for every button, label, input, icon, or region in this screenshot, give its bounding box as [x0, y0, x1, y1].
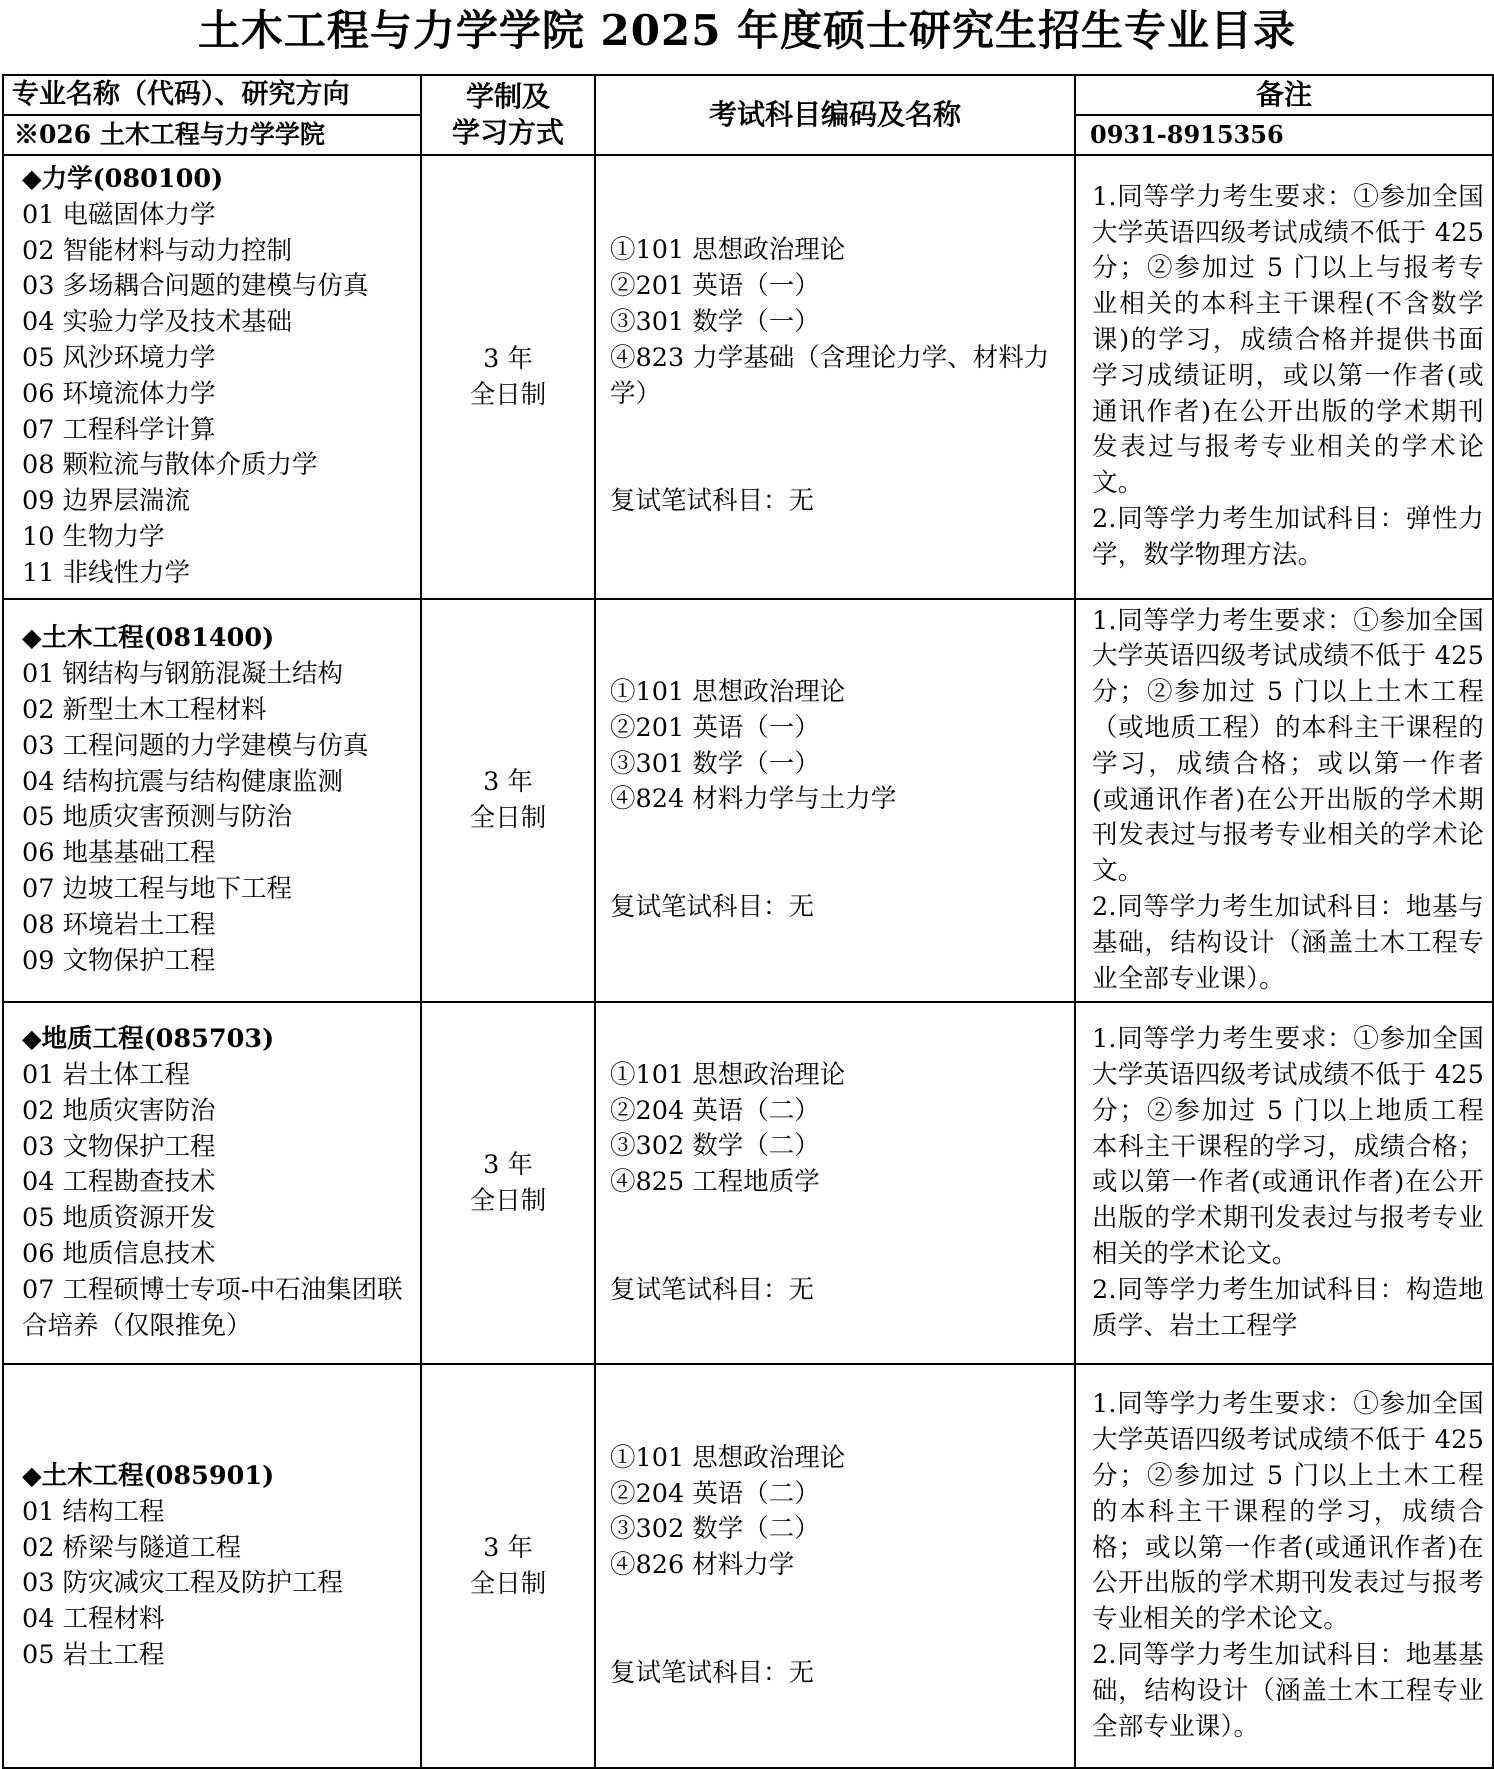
note-item: 2.同等学力考生加试科目：构造地质学、岩土工程学 — [1092, 1274, 1484, 1341]
direction-item: 04 工程勘查技术 — [22, 1167, 216, 1198]
header-row — [3, 75, 1493, 115]
note-item: 1.同等学力考生要求：①参加全国大学英语四级考试成绩不低于 425 分；②参加过 5 门以上与报考专业相关的本科主干课程(不含数学课)的学习，成绩合格并提供书面学习成绩证明，或以第一作者(或通讯作者)在公开出版的学术期刊发表过与报考专业相关的学术论文。 — [1092, 181, 1484, 499]
header-mode — [421, 75, 595, 155]
direction-item: 08 环境岩土工程 — [22, 909, 216, 940]
direction-item: 10 生物力学 — [22, 521, 165, 552]
table-row — [3, 599, 1493, 1003]
direction-item: 07 边坡工程与地下工程 — [22, 874, 293, 905]
exam-cell — [595, 155, 1075, 599]
direction-item: 04 工程材料 — [22, 1604, 165, 1635]
study-mode-text: 全日制 — [469, 379, 547, 410]
mode-cell — [421, 599, 595, 1003]
exam-item: ②201 英语（一） — [610, 271, 820, 302]
direction-item: 09 文物保护工程 — [22, 945, 216, 976]
mode-cell — [421, 155, 595, 599]
retest-text: 复试笔试科目：无 — [610, 1275, 815, 1306]
direction-item: 03 多场耦合问题的建模与仿真 — [22, 271, 369, 302]
exam-item: ③302 数学（二） — [610, 1131, 820, 1162]
note-item: 2.同等学力考生加试科目：地基基础，结构设计（涵盖土木工程专业全部专业课）。 — [1092, 1639, 1484, 1742]
notes-cell — [1075, 1002, 1493, 1364]
direction-item: 05 地质灾害预测与防治 — [22, 802, 293, 833]
table-row — [3, 155, 1493, 599]
direction-item: 01 结构工程 — [22, 1496, 165, 1527]
major-name: ◆力学(080100) — [22, 164, 224, 194]
direction-item: 06 环境流体力学 — [22, 378, 216, 409]
direction-item: 04 结构抗震与结构健康监测 — [22, 766, 344, 797]
spacer — [610, 818, 1060, 890]
table-row — [3, 1002, 1493, 1364]
exam-item: ④826 材料力学 — [610, 1550, 795, 1581]
spacer — [610, 1201, 1060, 1273]
direction-item: 07 工程科学计算 — [22, 414, 216, 445]
major-cell — [3, 1364, 421, 1768]
duration-text: 3 年 — [483, 767, 533, 798]
note-item: 2.同等学力考生加试科目：弹性力学，数学物理方法。 — [1092, 504, 1484, 570]
header-mode-line2: 学习方式 — [451, 116, 564, 149]
direction-item: 03 文物保护工程 — [22, 1131, 216, 1162]
page-title: 土木工程与力学学院 2025 年度硕士研究生招生专业目录 — [197, 6, 1297, 55]
notes-cell — [1075, 1364, 1493, 1768]
exam-item: ②204 英语（二） — [610, 1095, 820, 1126]
header-notes: 备注 — [1075, 75, 1493, 115]
header-mode-line1: 学制及 — [465, 80, 550, 113]
mode-cell — [421, 1002, 595, 1364]
mode-cell — [421, 1364, 595, 1768]
direction-item: 05 地质资源开发 — [22, 1203, 216, 1234]
direction-item: 01 电磁固体力学 — [22, 199, 216, 230]
note-item: 1.同等学力考生要求：①参加全国大学英语四级考试成绩不低于 425 分；②参加过 5 门以上土木工程的本科主干课程的学习，成绩合格；或以第一作者(或通讯作者)在公开出版的学术期刊发表过与报考专业相关的学术论文。 — [1092, 1389, 1484, 1635]
direction-item: 07 工程硕博士专项-中石油集团联合培养（仅限推免） — [22, 1274, 403, 1341]
direction-item: 11 非线性力学 — [22, 557, 191, 588]
study-mode-text: 全日制 — [469, 1186, 547, 1217]
exam-cell — [595, 1364, 1075, 1768]
exam-item: ③301 数学（一） — [610, 306, 820, 337]
direction-item: 02 智能材料与动力控制 — [22, 235, 293, 266]
major-cell — [3, 1002, 421, 1364]
retest-text: 复试笔试科目：无 — [610, 892, 815, 923]
direction-item: 01 岩土体工程 — [22, 1060, 191, 1091]
retest-text: 复试笔试科目：无 — [610, 486, 815, 517]
duration-text: 3 年 — [483, 1533, 533, 1564]
direction-item: 09 边界层湍流 — [22, 486, 191, 517]
notes-cell — [1075, 599, 1493, 1003]
direction-item: 02 地质灾害防治 — [22, 1095, 216, 1126]
direction-item: 01 钢结构与钢筋混凝土结构 — [22, 659, 344, 690]
major-name: ◆土木工程(081400) — [22, 623, 275, 654]
header-major: 专业名称（代码）、研究方向 — [3, 75, 421, 115]
spacer — [610, 412, 1060, 484]
direction-item: 04 实验力学及技术基础 — [22, 307, 293, 338]
study-mode-text: 全日制 — [469, 1569, 547, 1600]
direction-item: 03 防灾减灾工程及防护工程 — [22, 1568, 344, 1599]
exam-cell — [595, 1002, 1075, 1364]
major-name: ◆地质工程(085703) — [22, 1024, 275, 1055]
direction-item: 06 地基基础工程 — [22, 838, 216, 869]
exam-item: ④823 力学基础（含理论力学、材料力学） — [610, 342, 1050, 409]
exam-item: ④824 材料力学与土力学 — [610, 784, 897, 815]
major-cell — [3, 155, 421, 599]
retest-text: 复试笔试科目：无 — [610, 1658, 815, 1689]
exam-item: ③302 数学（二） — [610, 1514, 820, 1545]
exam-cell — [595, 599, 1075, 1003]
exam-item: ③301 数学（一） — [610, 748, 820, 779]
notes-cell — [1075, 155, 1493, 599]
note-item: 2.同等学力考生加试科目：地基与基础，结构设计（涵盖土木工程专业全部专业课）。 — [1092, 891, 1484, 994]
direction-item: 08 颗粒流与散体介质力学 — [22, 450, 318, 481]
note-item: 1.同等学力考生要求：①参加全国大学英语四级考试成绩不低于 425 分；②参加过 5 门以上地质工程本科主干课程的学习，成绩合格；或以第一作者(或通讯作者)在公开出版的学术期刊发表过与报考专业相关的学术论文。 — [1092, 1024, 1484, 1270]
exam-item: ②204 英语（二） — [610, 1478, 820, 1509]
exam-item: ①101 思想政治理论 — [610, 676, 846, 707]
exam-item: ①101 思想政治理论 — [610, 1059, 846, 1090]
direction-item: 06 地质信息技术 — [22, 1239, 216, 1270]
header-phone: 0931-8915356 — [1075, 115, 1493, 155]
direction-item: 02 桥梁与隧道工程 — [22, 1532, 242, 1563]
note-item: 1.同等学力考生要求：①参加全国大学英语四级考试成绩不低于 425 分；②参加过 5 门以上土木工程（或地质工程）的本科主干课程的学习，成绩合格；或以第一作者(或通讯作者)在公开出版的学术期刊发表过与报考专业相关的学术论文。 — [1092, 605, 1484, 887]
catalog-table — [2, 74, 1494, 1769]
direction-item: 05 岩土工程 — [22, 1639, 165, 1670]
major-cell — [3, 599, 421, 1003]
direction-item: 02 新型土木工程材料 — [22, 695, 267, 726]
header-school: ※026 土木工程与力学学院 — [3, 115, 421, 155]
major-name: ◆土木工程(085901) — [22, 1460, 275, 1491]
exam-item: ①101 思想政治理论 — [610, 235, 846, 266]
direction-item: 05 风沙环境力学 — [22, 342, 216, 373]
duration-text: 3 年 — [483, 1150, 533, 1181]
exam-item: ①101 思想政治理论 — [610, 1442, 846, 1473]
exam-item: ④825 工程地质学 — [610, 1167, 820, 1198]
spacer — [610, 1584, 1060, 1656]
exam-item: ②201 英语（一） — [610, 712, 820, 743]
duration-text: 3 年 — [483, 343, 533, 374]
study-mode-text: 全日制 — [469, 803, 547, 834]
direction-item: 03 工程问题的力学建模与仿真 — [22, 730, 369, 761]
table-row — [3, 1364, 1493, 1768]
header-exam: 考试科目编码及名称 — [595, 75, 1075, 155]
